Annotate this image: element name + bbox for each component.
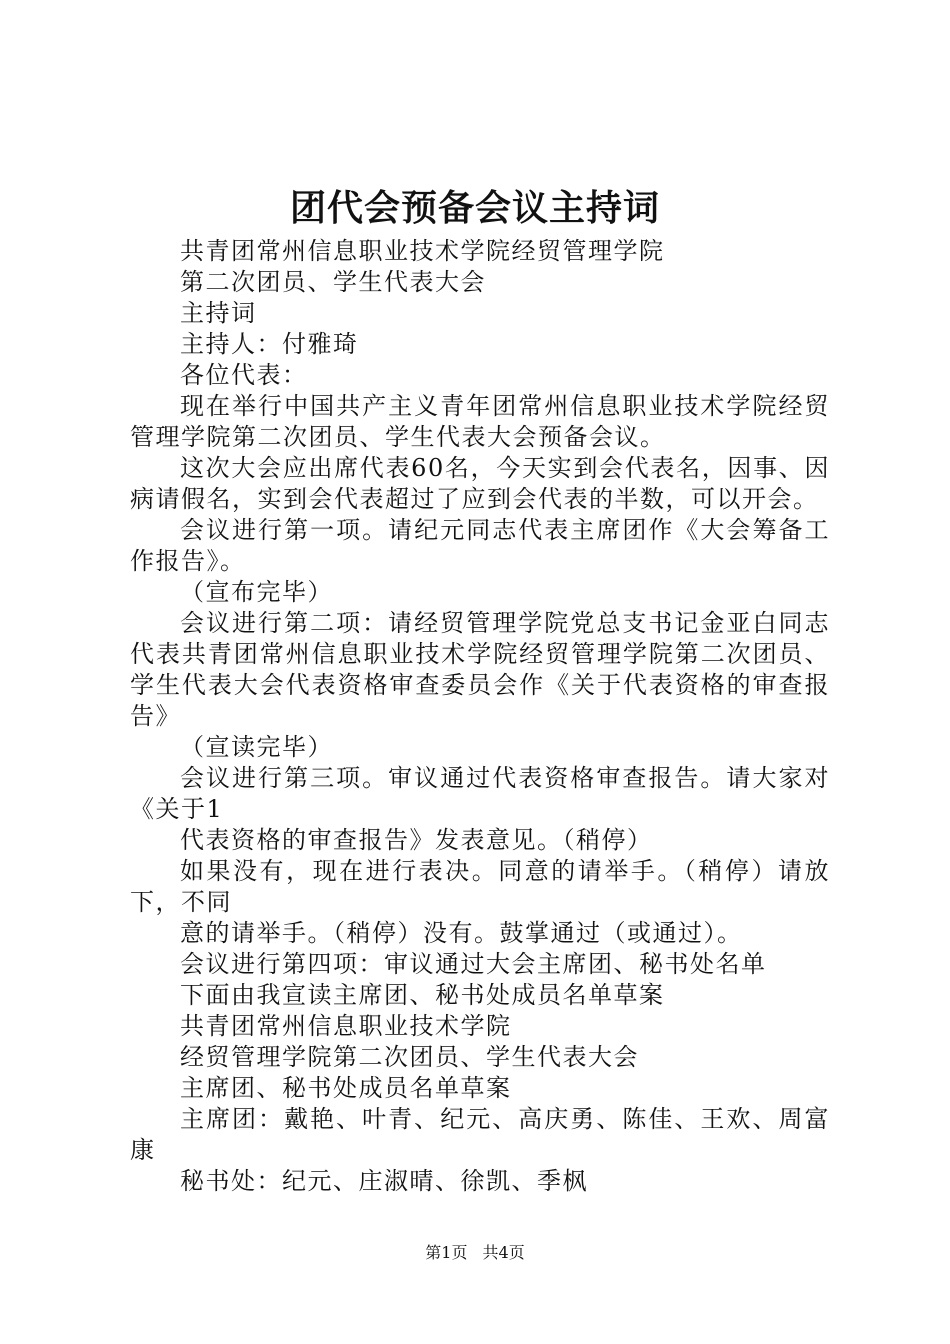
page-total: 共4页 [482,1243,525,1262]
paragraph: 经贸管理学院第二次团员、学生代表大会 [180,1043,639,1071]
paragraph: 意的请举手。（稍停）没有。鼓掌通过（或通过）。 [180,919,743,947]
paragraph: （宣布完毕） [180,578,333,606]
paragraph: 主持词 [180,299,257,327]
paragraph: 共青团常州信息职业技术学院经贸管理学院 [180,237,665,265]
paragraph: 会议进行第一项。请纪元同志代表主席团作《大会筹备工作报告》。 [130,516,830,575]
paragraph: 秘书处：纪元、庄淑晴、徐凯、季枫 [180,1167,588,1195]
document-body [130,236,830,1197]
paragraph: （宣读完毕） [180,733,333,761]
paragraph: 会议进行第四项：审议通过大会主席团、秘书处名单 [180,950,767,978]
paragraph: 会议进行第二项：请经贸管理学院党总支书记金亚白同志代表共青团常州信息职业技术学院经贸管理学院第二次团员、学生代表大会代表资格审查委员会作《关于代表资格的审查报告》 [130,609,830,730]
paragraph: 主席团：戴艳、叶青、纪元、高庆勇、陈佳、王欢、周富康 [130,1105,830,1164]
paragraph: 会议进行第三项。审议通过代表资格审查报告。请大家对《关于1 [130,764,830,823]
paragraph: 共青团常州信息职业技术学院 [180,1012,512,1040]
page-footer [0,1241,950,1265]
paragraph: 现在举行中国共产主义青年团常州信息职业技术学院经贸管理学院第二次团员、学生代表大会预备会议。 [130,392,830,451]
paragraph: 主持人：付雅琦 [180,330,359,358]
paragraph: 主席团、秘书处成员名单草案 [180,1074,512,1102]
paragraph: 这次大会应出席代表60名，今天实到会代表名，因事、因病请假名，实到会代表超过了应到会代表的半数，可以开会。 [130,454,830,513]
paragraph: 代表资格的审查报告》发表意见。（稍停） [180,826,653,854]
paragraph: 如果没有，现在进行表决。同意的请举手。（稍停）请放下，不同 [130,857,830,916]
page-number: 第1页 [425,1243,468,1262]
paragraph: 下面由我宣读主席团、秘书处成员名单草案 [180,981,665,1009]
paragraph: 第二次团员、学生代表大会 [180,268,486,296]
document-title: 团代会预备会议主持词 [289,187,660,229]
paragraph: 各位代表： [180,361,308,389]
